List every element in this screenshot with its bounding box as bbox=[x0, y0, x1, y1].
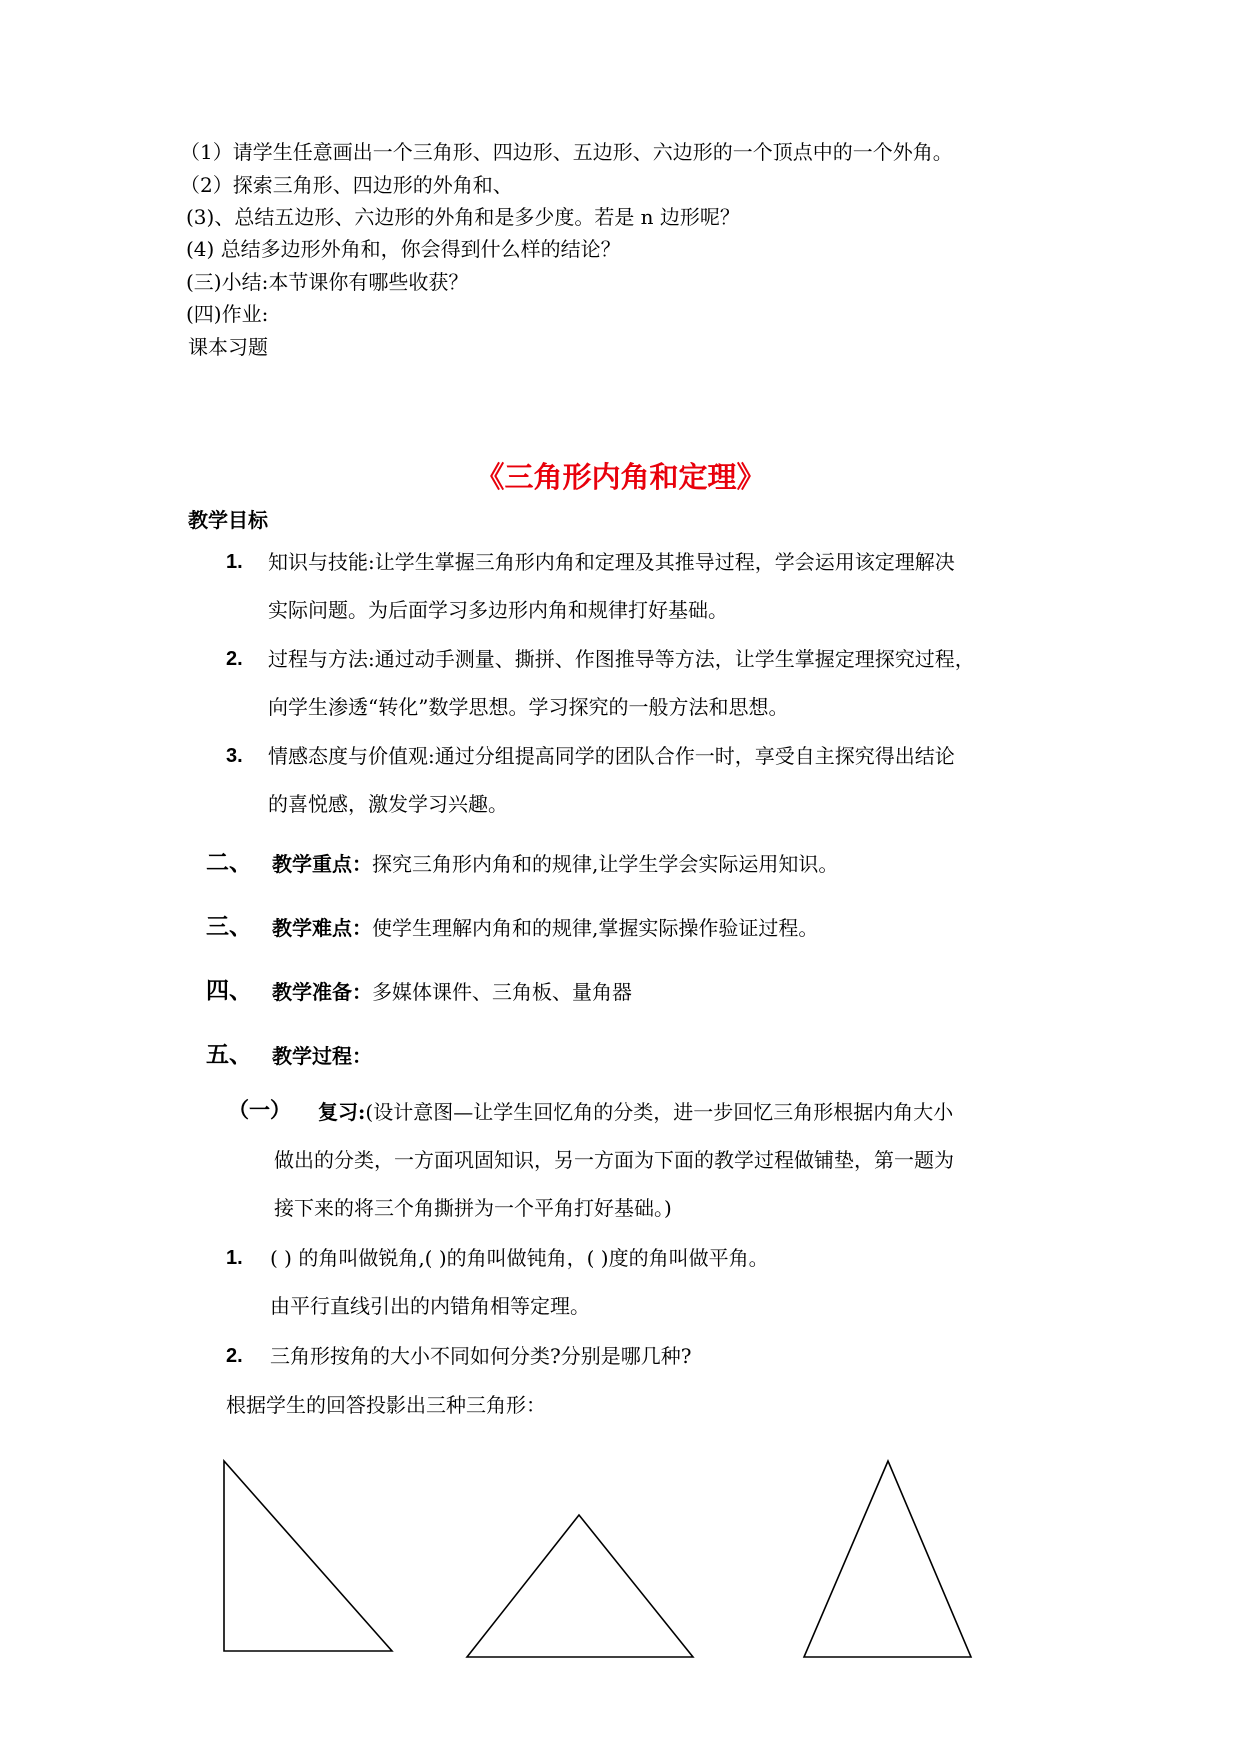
section-3-label: 教学难点： bbox=[272, 916, 372, 940]
section-3-text: 使学生理解内角和的规律,掌握实际操作验证过程。 bbox=[372, 916, 819, 940]
review-number: （一） bbox=[228, 1097, 291, 1122]
objective-3-number: 3. bbox=[226, 745, 243, 767]
right-triangle bbox=[224, 1461, 392, 1651]
section-4-text: 多媒体课件、三角板、量角器 bbox=[372, 980, 632, 1004]
acute-triangle bbox=[804, 1461, 971, 1657]
prev-item-2: （2）探索三角形、四边形的外角和、 bbox=[180, 173, 513, 197]
objective-1-number: 1. bbox=[226, 551, 243, 573]
section-2-label: 教学重点： bbox=[272, 852, 372, 876]
objective-3-line2: 的喜悦感，激发学习兴趣。 bbox=[268, 792, 508, 816]
review-line2: 做出的分类，一方面巩固知识，另一方面为下面的教学过程做铺垫，第一题为 bbox=[274, 1148, 954, 1172]
question-1-line1: ( ) 的角叫做锐角,( )的角叫做钝角，( )度的角叫做平角。 bbox=[270, 1246, 769, 1270]
prev-item-4: (4) 总结多边形外角和，你会得到什么样的结论？ bbox=[186, 237, 621, 261]
section-3-number: 三、 bbox=[206, 913, 252, 940]
section-2-text: 探究三角形内角和的规律,让学生学会实际运用知识。 bbox=[372, 852, 839, 876]
review-label: 复习: bbox=[318, 1100, 366, 1124]
objective-1-line1: 知识与技能:让学生掌握三角形内角和定理及其推导过程，学会运用该定理解决 bbox=[268, 550, 955, 574]
question-1-line2: 由平行直线引出的内错角相等定理。 bbox=[270, 1294, 590, 1318]
review-line3: 接下来的将三个角撕拼为一个平角打好基础。) bbox=[274, 1196, 672, 1220]
objective-2-line1: 过程与方法:通过动手测量、撕拼、作图推导等方法，让学生掌握定理探究过程， bbox=[268, 647, 975, 671]
section-4-label: 教学准备： bbox=[272, 980, 372, 1004]
document-title: 《三角形内角和定理》 bbox=[475, 460, 766, 494]
question-1-number: 1. bbox=[226, 1247, 243, 1269]
prev-item-1: （1）请学生任意画出一个三角形、四边形、五边形、六边形的一个顶点中的一个外角。 bbox=[180, 140, 953, 164]
section-4-number: 四、 bbox=[206, 977, 252, 1004]
objective-2-number: 2. bbox=[226, 648, 243, 670]
projection-text: 根据学生的回答投影出三种三角形： bbox=[226, 1393, 546, 1417]
obtuse-triangle bbox=[467, 1515, 693, 1657]
objectives-heading: 教学目标 bbox=[188, 508, 268, 532]
question-2-number: 2. bbox=[226, 1345, 243, 1367]
prev-item-6: (四)作业: bbox=[186, 302, 269, 326]
objective-3-line1: 情感态度与价值观:通过分组提高同学的团队合作一时，享受自主探究得出结论 bbox=[268, 744, 955, 768]
question-2-line1: 三角形按角的大小不同如何分类?分别是哪几种? bbox=[270, 1344, 692, 1368]
objective-2-line2: 向学生渗透“转化”数学思想。学习探究的一般方法和思想。 bbox=[268, 695, 789, 719]
prev-item-5: (三)小结:本节课你有哪些收获？ bbox=[186, 270, 469, 294]
section-5-label: 教学过程： bbox=[272, 1044, 372, 1068]
review-text: (设计意图—让学生回忆角的分类，进一步回忆三角形根据内角大小 bbox=[365, 1100, 954, 1124]
objective-1-line2: 实际问题。为后面学习多边形内角和规律打好基础。 bbox=[268, 598, 728, 622]
section-2-number: 二、 bbox=[206, 849, 252, 876]
prev-item-3: (3)、总结五边形、六边形的外角和是多少度。若是 n 边形呢？ bbox=[186, 205, 740, 229]
section-5-number: 五、 bbox=[206, 1041, 252, 1068]
prev-item-7: 课本习题 bbox=[188, 335, 268, 359]
